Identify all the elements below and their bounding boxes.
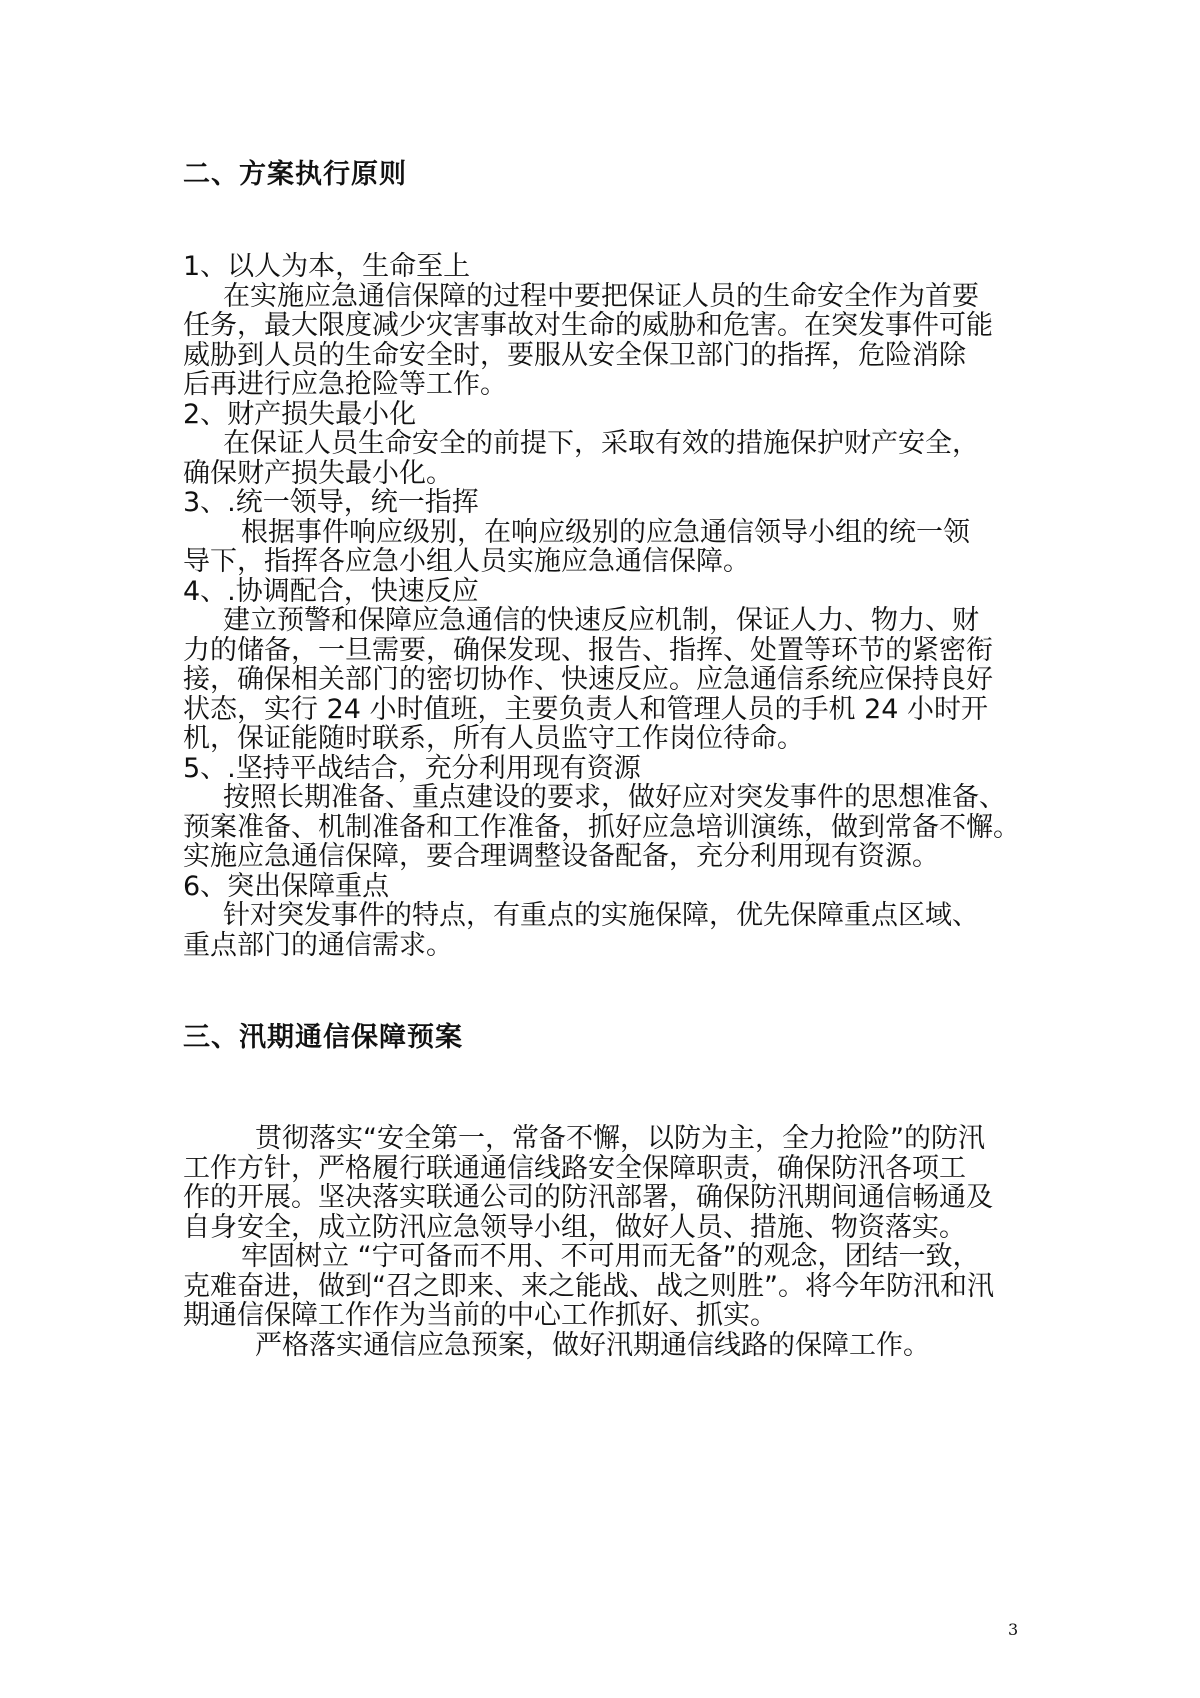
section-heading-flood: 三、汛期通信保障预案 — [183, 1022, 463, 1053]
paragraph-line: 针对突发事件的特点，有重点的实施保障，优先保障重点区域、 — [223, 900, 979, 931]
paragraph-line: 接，确保相关部门的密切协作、快速反应。应急通信系统应保持良好 — [183, 664, 993, 695]
paragraph-line: 确保财产损失最小化。 — [183, 457, 453, 489]
list-item: 4、.协调配合，快速反应 — [183, 575, 479, 607]
paragraph-line: 重点部门的通信需求。 — [183, 929, 453, 961]
paragraph-line: 预案准备、机制准备和工作准备，抓好应急培训演练，做到常备不懈。 — [183, 811, 1020, 843]
paragraph-line: 牢固树立 “宁可备而不用、不可用而无备”的观念，团结一致， — [241, 1241, 980, 1272]
principles-body — [183, 252, 1023, 960]
paragraph-line: 任务，最大限度减少灾害事故对生命的威胁和危害。在突发事件可能 — [183, 310, 993, 341]
paragraph-line: 威胁到人员的生命安全时，要服从安全保卫部门的指挥，危险消除 — [183, 339, 966, 371]
paragraph-line: 作的开展。坚决落实联通公司的防汛部署，确保防汛期间通信畅通及 — [183, 1182, 993, 1213]
paragraph-line: 按照长期准备、重点建设的要求，做好应对突发事件的思想准备、 — [223, 782, 1006, 813]
section-heading-principles: 二、方案执行原则 — [183, 159, 407, 190]
paragraph-line: 实施应急通信保障，要合理调整设备配备，充分利用现有资源。 — [183, 841, 939, 872]
paragraph-line: 自身安全，成立防汛应急领导小组，做好人员、措施、物资落实。 — [183, 1211, 966, 1243]
paragraph-line: 机，保证能随时联系，所有人员监守工作岗位待命。 — [183, 723, 804, 754]
paragraph-line: 根据事件响应级别，在响应级别的应急通信领导小组的统一领 — [241, 516, 970, 548]
paragraph-line: 贯彻落实“安全第一，常备不懈，以防为主，全力抢险”的防汛 — [255, 1123, 985, 1154]
paragraph-line: 工作方针，严格履行联通通信线路安全保障职责，确保防汛各项工 — [183, 1152, 966, 1184]
paragraph-line: 建立预警和保障应急通信的快速反应机制，保证人力、物力、财 — [223, 605, 979, 636]
paragraph-line: 在实施应急通信保障的过程中要把保证人员的生命安全作为首要 — [223, 280, 979, 312]
list-item: 1、以人为本，生命至上 — [183, 251, 471, 282]
paragraph-line: 力的储备，一旦需要，确保发现、报告、指挥、处置等环节的紧密衔 — [183, 634, 993, 666]
list-item: 2、财产损失最小化 — [183, 398, 417, 430]
list-item: 6、突出保障重点 — [183, 870, 390, 902]
flood-body — [183, 1124, 1023, 1360]
list-item: 3、.统一领导，统一指挥 — [183, 487, 479, 518]
paragraph-line: 后再进行应急抢险等工作。 — [183, 369, 507, 400]
paragraph-line: 克难奋进，做到“召之即来、来之能战、战之则胜”。将今年防汛和汛 — [183, 1270, 994, 1302]
paragraph-line: 在保证人员生命安全的前提下，采取有效的措施保护财产安全， — [223, 428, 979, 459]
paragraph-line: 期通信保障工作作为当前的中心工作抓好、抓实。 — [183, 1300, 777, 1331]
paragraph-line: 状态，实行 24 小时值班，主要负责人和管理人员的手机 24 小时开 — [183, 693, 989, 725]
paragraph-line: 严格落实通信应急预案，做好汛期通信线路的保障工作。 — [255, 1329, 930, 1361]
paragraph-line: 导下，指挥各应急小组人员实施应急通信保障。 — [183, 546, 750, 577]
list-item: 5、.坚持平战结合，充分利用现有资源 — [183, 752, 641, 784]
page-number: 3 — [1008, 1620, 1019, 1639]
